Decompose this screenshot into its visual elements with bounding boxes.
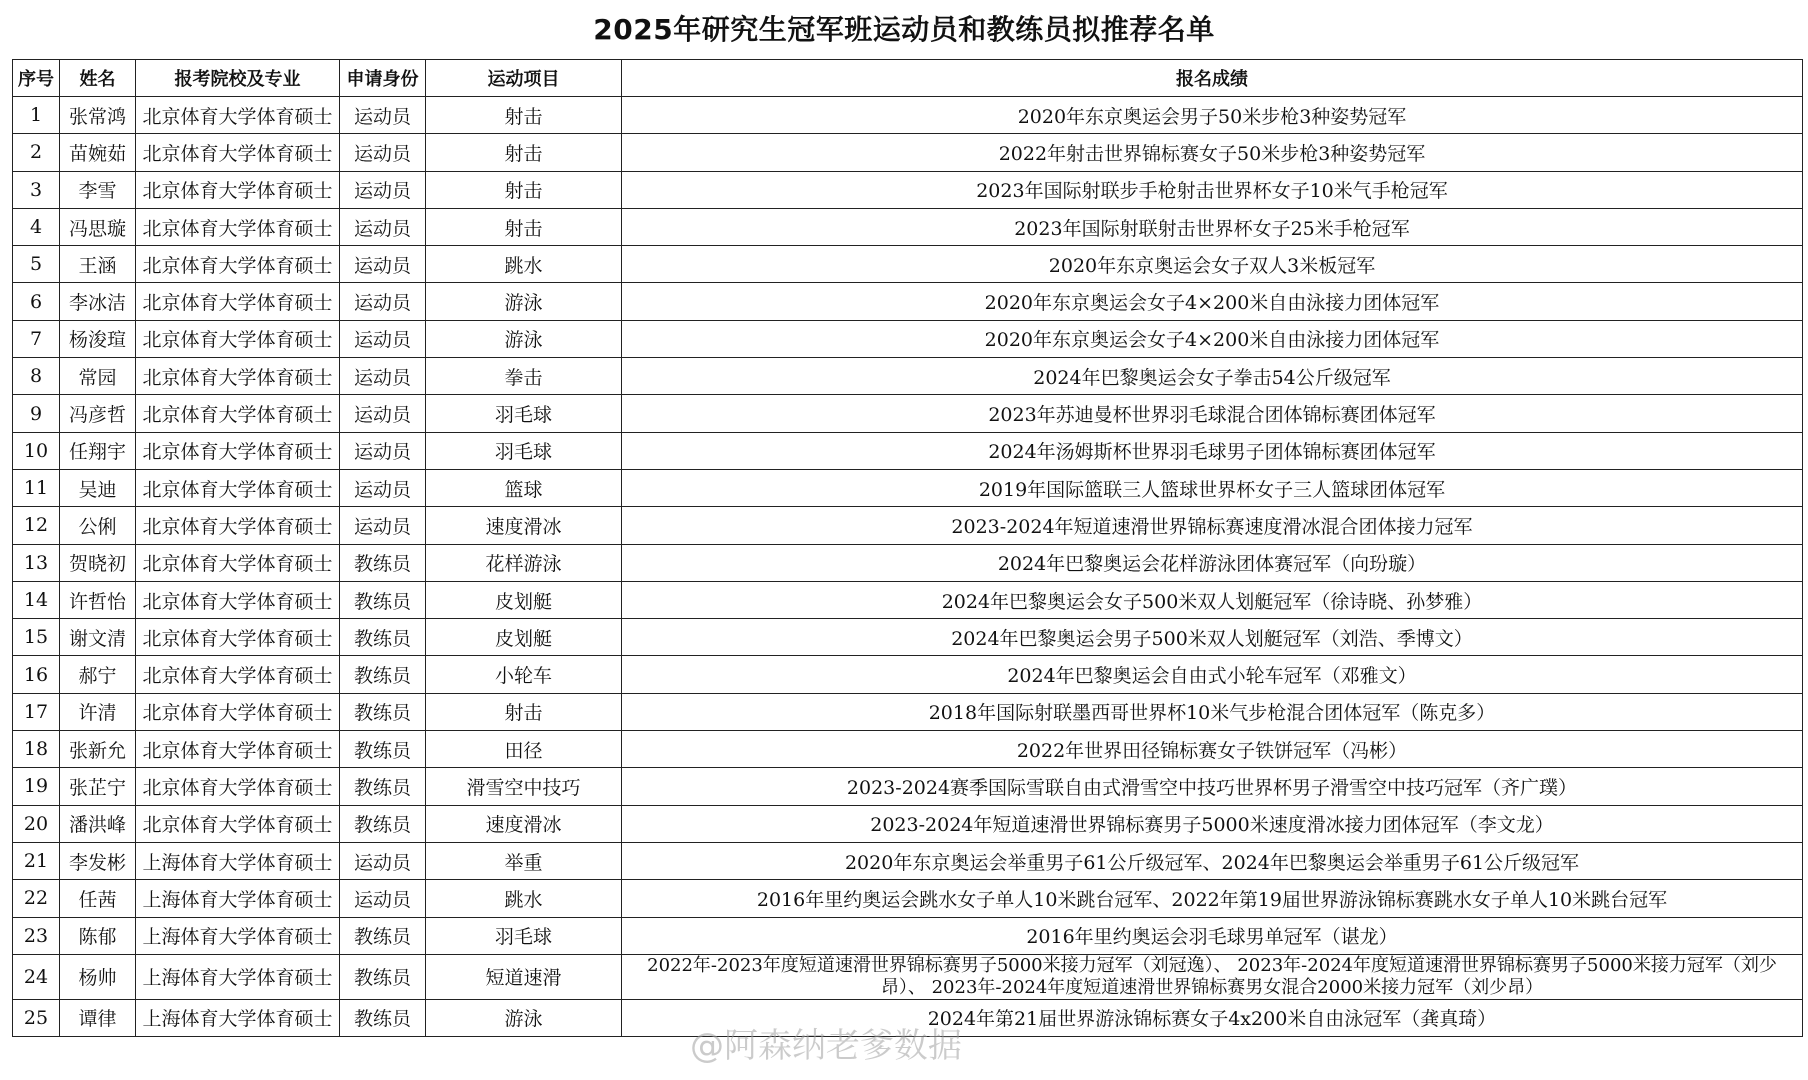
cell-school-major: 北京体育大学体育硕士 bbox=[136, 171, 340, 208]
cell-name: 李冰洁 bbox=[60, 283, 136, 320]
cell-sport: 射击 bbox=[426, 693, 622, 730]
cell-school-major: 北京体育大学体育硕士 bbox=[136, 656, 340, 693]
cell-index: 15 bbox=[13, 619, 60, 656]
cell-school-major: 北京体育大学体育硕士 bbox=[136, 581, 340, 618]
cell-name: 陈郁 bbox=[60, 917, 136, 954]
cell-achievement: 2024年巴黎奥运会自由式小轮车冠军（邓雅文） bbox=[622, 656, 1803, 693]
table-row bbox=[13, 320, 1803, 357]
cell-achievement: 2023年苏迪曼杯世界羽毛球混合团体锦标赛团体冠军 bbox=[622, 395, 1803, 432]
cell-identity: 运动员 bbox=[340, 320, 426, 357]
table-row bbox=[13, 134, 1803, 171]
cell-name: 潘洪峰 bbox=[60, 805, 136, 842]
cell-school-major: 北京体育大学体育硕士 bbox=[136, 208, 340, 245]
table-row bbox=[13, 731, 1803, 768]
cell-index: 14 bbox=[13, 581, 60, 618]
cell-school-major: 北京体育大学体育硕士 bbox=[136, 805, 340, 842]
cell-achievement: 2024年第21届世界游泳锦标赛女子4x200米自由泳冠军（龚真琦） bbox=[622, 999, 1803, 1036]
cell-index: 21 bbox=[13, 842, 60, 879]
cell-name: 谭律 bbox=[60, 999, 136, 1036]
header-identity: 申请身份 bbox=[340, 60, 426, 97]
cell-sport: 羽毛球 bbox=[426, 395, 622, 432]
nominee-table bbox=[12, 59, 1803, 1037]
header-name: 姓名 bbox=[60, 60, 136, 97]
header-school-major: 报考院校及专业 bbox=[136, 60, 340, 97]
cell-sport: 游泳 bbox=[426, 320, 622, 357]
cell-school-major: 北京体育大学体育硕士 bbox=[136, 134, 340, 171]
cell-index: 13 bbox=[13, 544, 60, 581]
cell-name: 吴迪 bbox=[60, 469, 136, 506]
cell-identity: 教练员 bbox=[340, 805, 426, 842]
cell-name: 杨浚瑄 bbox=[60, 320, 136, 357]
cell-name: 贺晓初 bbox=[60, 544, 136, 581]
cell-sport: 射击 bbox=[426, 134, 622, 171]
cell-identity: 运动员 bbox=[340, 171, 426, 208]
cell-achievement: 2024年巴黎奥运会花样游泳团体赛冠军（向玢璇） bbox=[622, 544, 1803, 581]
cell-index: 8 bbox=[13, 358, 60, 395]
cell-identity: 运动员 bbox=[340, 395, 426, 432]
cell-name: 谢文清 bbox=[60, 619, 136, 656]
cell-identity: 运动员 bbox=[340, 208, 426, 245]
cell-sport: 羽毛球 bbox=[426, 917, 622, 954]
cell-achievement: 2022年射击世界锦标赛女子50米步枪3种姿势冠军 bbox=[622, 134, 1803, 171]
cell-identity: 教练员 bbox=[340, 731, 426, 768]
header-achievement: 报名成绩 bbox=[622, 60, 1803, 97]
header-index: 序号 bbox=[13, 60, 60, 97]
cell-sport: 田径 bbox=[426, 731, 622, 768]
cell-name: 任茜 bbox=[60, 880, 136, 917]
cell-identity: 教练员 bbox=[340, 619, 426, 656]
cell-index: 5 bbox=[13, 246, 60, 283]
cell-school-major: 北京体育大学体育硕士 bbox=[136, 97, 340, 134]
cell-school-major: 北京体育大学体育硕士 bbox=[136, 507, 340, 544]
cell-achievement: 2020年东京奥运会女子4×200米自由泳接力团体冠军 bbox=[622, 283, 1803, 320]
cell-index: 10 bbox=[13, 432, 60, 469]
table-row bbox=[13, 507, 1803, 544]
table-body bbox=[13, 97, 1803, 1037]
cell-sport: 滑雪空中技巧 bbox=[426, 768, 622, 805]
cell-sport: 速度滑冰 bbox=[426, 507, 622, 544]
table-row bbox=[13, 469, 1803, 506]
cell-sport: 跳水 bbox=[426, 246, 622, 283]
cell-identity: 教练员 bbox=[340, 768, 426, 805]
cell-school-major: 北京体育大学体育硕士 bbox=[136, 320, 340, 357]
cell-school-major: 北京体育大学体育硕士 bbox=[136, 693, 340, 730]
cell-achievement: 2018年国际射联墨西哥世界杯10米气步枪混合团体冠军（陈克多） bbox=[622, 693, 1803, 730]
cell-identity: 教练员 bbox=[340, 999, 426, 1036]
table-row bbox=[13, 432, 1803, 469]
cell-name: 常园 bbox=[60, 358, 136, 395]
cell-identity: 运动员 bbox=[340, 97, 426, 134]
cell-name: 王涵 bbox=[60, 246, 136, 283]
cell-identity: 运动员 bbox=[340, 880, 426, 917]
cell-sport: 举重 bbox=[426, 842, 622, 879]
cell-school-major: 北京体育大学体育硕士 bbox=[136, 768, 340, 805]
table-row bbox=[13, 656, 1803, 693]
cell-identity: 教练员 bbox=[340, 954, 426, 999]
cell-sport: 小轮车 bbox=[426, 656, 622, 693]
cell-index: 22 bbox=[13, 880, 60, 917]
cell-index: 7 bbox=[13, 320, 60, 357]
cell-index: 9 bbox=[13, 395, 60, 432]
cell-name: 冯思璇 bbox=[60, 208, 136, 245]
cell-index: 25 bbox=[13, 999, 60, 1036]
cell-school-major: 北京体育大学体育硕士 bbox=[136, 619, 340, 656]
cell-index: 6 bbox=[13, 283, 60, 320]
table-row bbox=[13, 917, 1803, 954]
cell-sport: 游泳 bbox=[426, 999, 622, 1036]
table-row bbox=[13, 999, 1803, 1036]
cell-sport: 射击 bbox=[426, 208, 622, 245]
header-sport: 运动项目 bbox=[426, 60, 622, 97]
cell-sport: 射击 bbox=[426, 97, 622, 134]
cell-school-major: 北京体育大学体育硕士 bbox=[136, 395, 340, 432]
table-header-row bbox=[13, 60, 1803, 97]
cell-name: 李发彬 bbox=[60, 842, 136, 879]
cell-sport: 射击 bbox=[426, 171, 622, 208]
cell-school-major: 北京体育大学体育硕士 bbox=[136, 469, 340, 506]
document-title: 2025年研究生冠军班运动员和教练员拟推荐名单 bbox=[593, 13, 1215, 46]
cell-achievement: 2022年-2023年度短道速滑世界锦标赛男子5000米接力冠军（刘冠逸）、 2023年-2024年度短道速滑世界锦标赛男子5000米接力冠军（刘少昂）、 2023年-2024年度短道速滑世界锦标赛男女混合2000米接力冠军（刘少昂） bbox=[622, 954, 1803, 999]
cell-identity: 教练员 bbox=[340, 544, 426, 581]
cell-school-major: 北京体育大学体育硕士 bbox=[136, 731, 340, 768]
cell-achievement: 2023-2024年短道速滑世界锦标赛男子5000米速度滑冰接力团体冠军（李文龙） bbox=[622, 805, 1803, 842]
table-row bbox=[13, 880, 1803, 917]
table-row bbox=[13, 246, 1803, 283]
cell-index: 20 bbox=[13, 805, 60, 842]
cell-achievement: 2019年国际篮联三人篮球世界杯女子三人篮球团体冠军 bbox=[622, 469, 1803, 506]
table-row bbox=[13, 544, 1803, 581]
cell-identity: 教练员 bbox=[340, 656, 426, 693]
cell-achievement: 2016年里约奥运会羽毛球男单冠军（谌龙） bbox=[622, 917, 1803, 954]
table-row bbox=[13, 97, 1803, 134]
cell-sport: 跳水 bbox=[426, 880, 622, 917]
cell-identity: 教练员 bbox=[340, 693, 426, 730]
table-row bbox=[13, 208, 1803, 245]
cell-sport: 篮球 bbox=[426, 469, 622, 506]
cell-achievement: 2023年国际射联射击世界杯女子25米手枪冠军 bbox=[622, 208, 1803, 245]
cell-index: 16 bbox=[13, 656, 60, 693]
cell-name: 李雪 bbox=[60, 171, 136, 208]
cell-achievement: 2020年东京奥运会女子双人3米板冠军 bbox=[622, 246, 1803, 283]
cell-identity: 运动员 bbox=[340, 432, 426, 469]
cell-identity: 运动员 bbox=[340, 469, 426, 506]
cell-name: 任翔宇 bbox=[60, 432, 136, 469]
table-row bbox=[13, 693, 1803, 730]
cell-school-major: 上海体育大学体育硕士 bbox=[136, 842, 340, 879]
cell-achievement: 2020年东京奥运会举重男子61公斤级冠军、2024年巴黎奥运会举重男子61公斤级冠军 bbox=[622, 842, 1803, 879]
table-row bbox=[13, 954, 1803, 999]
cell-school-major: 北京体育大学体育硕士 bbox=[136, 358, 340, 395]
cell-achievement: 2023年国际射联步手枪射击世界杯女子10米气手枪冠军 bbox=[622, 171, 1803, 208]
cell-achievement: 2024年巴黎奥运会女子500米双人划艇冠军（徐诗晓、孙梦雅） bbox=[622, 581, 1803, 618]
cell-sport: 游泳 bbox=[426, 283, 622, 320]
cell-school-major: 北京体育大学体育硕士 bbox=[136, 544, 340, 581]
cell-index: 17 bbox=[13, 693, 60, 730]
cell-school-major: 上海体育大学体育硕士 bbox=[136, 917, 340, 954]
cell-identity: 教练员 bbox=[340, 917, 426, 954]
cell-index: 3 bbox=[13, 171, 60, 208]
cell-identity: 运动员 bbox=[340, 358, 426, 395]
table-row bbox=[13, 395, 1803, 432]
table-row bbox=[13, 171, 1803, 208]
cell-index: 12 bbox=[13, 507, 60, 544]
cell-sport: 皮划艇 bbox=[426, 619, 622, 656]
cell-school-major: 上海体育大学体育硕士 bbox=[136, 880, 340, 917]
watermark: @阿森纳老爹数据 bbox=[690, 1026, 962, 1066]
cell-index: 24 bbox=[13, 954, 60, 999]
cell-achievement: 2023-2024赛季国际雪联自由式滑雪空中技巧世界杯男子滑雪空中技巧冠军（齐广璞） bbox=[622, 768, 1803, 805]
cell-achievement: 2020年东京奥运会男子50米步枪3种姿势冠军 bbox=[622, 97, 1803, 134]
cell-name: 郝宁 bbox=[60, 656, 136, 693]
table-row bbox=[13, 358, 1803, 395]
table-row bbox=[13, 619, 1803, 656]
cell-name: 杨帅 bbox=[60, 954, 136, 999]
cell-achievement: 2016年里约奥运会跳水女子单人10米跳台冠军、2022年第19届世界游泳锦标赛跳水女子单人10米跳台冠军 bbox=[622, 880, 1803, 917]
cell-sport: 皮划艇 bbox=[426, 581, 622, 618]
cell-name: 张芷宁 bbox=[60, 768, 136, 805]
cell-name: 许哲怡 bbox=[60, 581, 136, 618]
cell-identity: 运动员 bbox=[340, 507, 426, 544]
cell-school-major: 北京体育大学体育硕士 bbox=[136, 246, 340, 283]
cell-achievement: 2024年汤姆斯杯世界羽毛球男子团体锦标赛团体冠军 bbox=[622, 432, 1803, 469]
cell-name: 张常鸿 bbox=[60, 97, 136, 134]
cell-name: 冯彦哲 bbox=[60, 395, 136, 432]
cell-school-major: 北京体育大学体育硕士 bbox=[136, 283, 340, 320]
cell-achievement: 2024年巴黎奥运会男子500米双人划艇冠军（刘浩、季博文） bbox=[622, 619, 1803, 656]
cell-name: 公俐 bbox=[60, 507, 136, 544]
cell-index: 19 bbox=[13, 768, 60, 805]
cell-school-major: 上海体育大学体育硕士 bbox=[136, 954, 340, 999]
cell-index: 18 bbox=[13, 731, 60, 768]
cell-index: 1 bbox=[13, 97, 60, 134]
cell-achievement: 2022年世界田径锦标赛女子铁饼冠军（冯彬） bbox=[622, 731, 1803, 768]
cell-index: 2 bbox=[13, 134, 60, 171]
table-row bbox=[13, 768, 1803, 805]
cell-identity: 运动员 bbox=[340, 134, 426, 171]
table-row bbox=[13, 842, 1803, 879]
cell-index: 23 bbox=[13, 917, 60, 954]
cell-index: 11 bbox=[13, 469, 60, 506]
table-row bbox=[13, 283, 1803, 320]
cell-sport: 短道速滑 bbox=[426, 954, 622, 999]
cell-index: 4 bbox=[13, 208, 60, 245]
table-row bbox=[13, 805, 1803, 842]
cell-name: 许清 bbox=[60, 693, 136, 730]
cell-school-major: 北京体育大学体育硕士 bbox=[136, 432, 340, 469]
cell-sport: 拳击 bbox=[426, 358, 622, 395]
table-row bbox=[13, 581, 1803, 618]
cell-identity: 运动员 bbox=[340, 842, 426, 879]
cell-identity: 运动员 bbox=[340, 283, 426, 320]
cell-sport: 羽毛球 bbox=[426, 432, 622, 469]
cell-sport: 花样游泳 bbox=[426, 544, 622, 581]
cell-achievement: 2020年东京奥运会女子4×200米自由泳接力团体冠军 bbox=[622, 320, 1803, 357]
cell-name: 苗婉茹 bbox=[60, 134, 136, 171]
cell-name: 张新允 bbox=[60, 731, 136, 768]
cell-achievement: 2023-2024年短道速滑世界锦标赛速度滑冰混合团体接力冠军 bbox=[622, 507, 1803, 544]
cell-achievement: 2024年巴黎奥运会女子拳击54公斤级冠军 bbox=[622, 358, 1803, 395]
cell-identity: 教练员 bbox=[340, 581, 426, 618]
cell-identity: 运动员 bbox=[340, 246, 426, 283]
cell-sport: 速度滑冰 bbox=[426, 805, 622, 842]
cell-school-major: 上海体育大学体育硕士 bbox=[136, 999, 340, 1036]
